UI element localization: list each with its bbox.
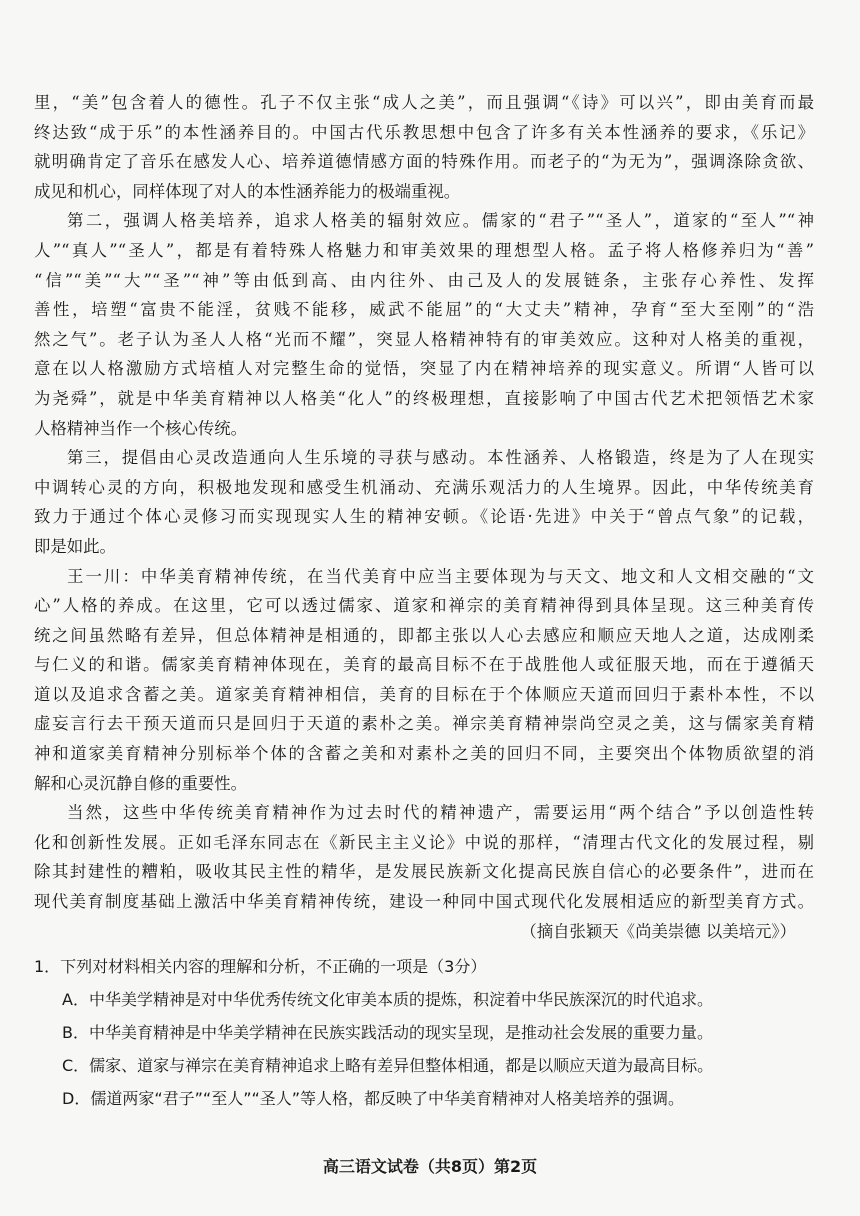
option-d[interactable]: D．儒道两家“君子”“至人”“圣人”等人格，都反映了中华美育精神对人格美培养的强调。 (62, 1089, 685, 1109)
passage-line: 化和创新性发展。正如毛泽东同志在《新民主主义论》中说的那样，“清理古代文化的发展过程，剔 (34, 832, 814, 852)
passage-line: 第三，提倡由心灵改造通向人生乐境的寻获与感动。本性涵养、人格锻造，终是为了人在现实 (67, 448, 814, 468)
passage-line: 神和道家美育精神分别标举个体的含蓄之美和对素朴之美的回归不同，主要突出个体物质欲望的消 (34, 744, 814, 764)
option-c[interactable]: C．儒家、道家与禅宗在美育精神追求上略有差异但整体相通，都是以顺应天道为最高目标。 (62, 1056, 714, 1076)
passage-line: 现代美育制度基础上激活中华美育精神传统，建设一种同中国式现代化发展相适应的新型美育方式。 (34, 892, 814, 912)
passage-source: （摘自张颖天《尚美崇德 以美培元》） (520, 921, 796, 941)
option-b[interactable]: B．中华美育精神是中华美学精神在民族实践活动的现实呈现，是推动社会发展的重要力量。 (62, 1023, 713, 1043)
passage-line: 就明确肯定了音乐在感发人心、培养道德情感方面的特殊作用。而老子的“为无为”，强调涤除贪欲、 (34, 152, 814, 172)
question-stem: 1．下列对材料相关内容的理解和分析，不正确的一项是（3分） (34, 957, 487, 977)
passage-line: 为尧舜”，就是中华美育精神以人格美“化人”的终极理想，直接影响了中国古代艺术把领悟艺术家 (34, 388, 814, 408)
passage-line: 成见和机心，同样体现了对人的本性涵养能力的极端重视。 (34, 181, 461, 201)
passage-line: 道以及追求含蓄之美。道家美育精神相信，美育的目标在于个体顺应天道而回归于素朴本性，不以 (34, 684, 814, 704)
passage-line: 终达致“成于乐”的本性涵养目的。中国古代乐教思想中包含了许多有关本性涵养的要求，《乐记》 (34, 122, 814, 142)
passage-line: 致力于通过个体心灵修习而实现现实人生的精神安顿。《论语·先进》中关于“曾点气象”的记载， (34, 507, 814, 527)
passage-line: 解和心灵沉静自修的重要性。 (34, 773, 248, 793)
passage-line: “信”“美”“大”“圣”“神”等由低到高、由内往外、由己及人的发展链条，主张存心养性、发挥 (34, 270, 814, 290)
reading-passage (34, 88, 814, 946)
passage-line: 里，“美”包含着人的德性。孔子不仅主张“成人之美”，而且强调“《诗》可以兴”，即由美育而最 (34, 93, 814, 112)
passage-line: 统之间虽然略有差异，但总体精神是相通的，即都主张以人心去感应和顺应天地人之道，达成刚柔 (34, 625, 814, 645)
page-footer: 高三语文试卷（共8页）第2页 (322, 1157, 538, 1176)
passage-line: 心”人格的养成。在这里，它可以透过儒家、道家和禅宗的美育精神得到具体呈现。这三种美育传 (34, 596, 814, 616)
question-1 (34, 950, 814, 1115)
passage-line: 中调转心灵的方向，积极地发现和感受生机涌动、充满乐观活力的人生境界。因此，中华传统美育 (34, 477, 814, 497)
passage-line: 人”“真人”“圣人”，都是有着特殊人格魅力和审美效果的理想型人格。孟子将人格修养归为“善” (34, 240, 814, 260)
passage-line: 除其封建性的糟粕，吸收其民主性的精华，是发展民族新文化提高民族自信心的必要条件”，进而在 (34, 862, 814, 882)
passage-line: 然之气”。老子认为圣人人格“光而不耀”，突显人格精神特有的审美效应。这种对人格美的重视， (34, 329, 814, 349)
passage-line: 与仁义的和谐。儒家美育精神体现在，美育的最高目标不在于战胜他人或征服天地，而在于遵循天 (34, 655, 814, 675)
passage-line: 王一川：中华美育精神传统，在当代美育中应当主要体现为与天文、地文和人文相交融的“文 (67, 566, 814, 586)
option-a[interactable]: A．中华美学精神是对中华优秀传统文化审美本质的提炼，积淀着中华民族深沉的时代追求。 (62, 990, 713, 1010)
passage-line: 意在以人格激励方式培植人对完整生命的觉悟，突显了内在精神培养的现实意义。所谓“人皆可以 (34, 359, 814, 379)
passage-line: 当然，这些中华传统美育精神作为过去时代的精神遗产，需要运用“两个结合”予以创造性转 (67, 803, 814, 823)
passage-line: 人格精神当作一个核心传统。 (34, 418, 248, 438)
passage-line: 第二，强调人格美培养，追求人格美的辐射效应。儒家的“君子”“圣人”，道家的“至人”“神 (67, 211, 814, 231)
passage-line: 即是如此。 (34, 536, 116, 556)
passage-line: 善性，培塑“富贵不能淫，贫贱不能移，威武不能屈”的“大丈夫”精神，孕育“至大至刚”的“浩 (34, 300, 814, 320)
passage-line: 虚妄言行去干预天道而只是回归于天道的素朴之美。禅宗美育精神崇尚空灵之美，这与儒家美育精 (34, 714, 814, 734)
